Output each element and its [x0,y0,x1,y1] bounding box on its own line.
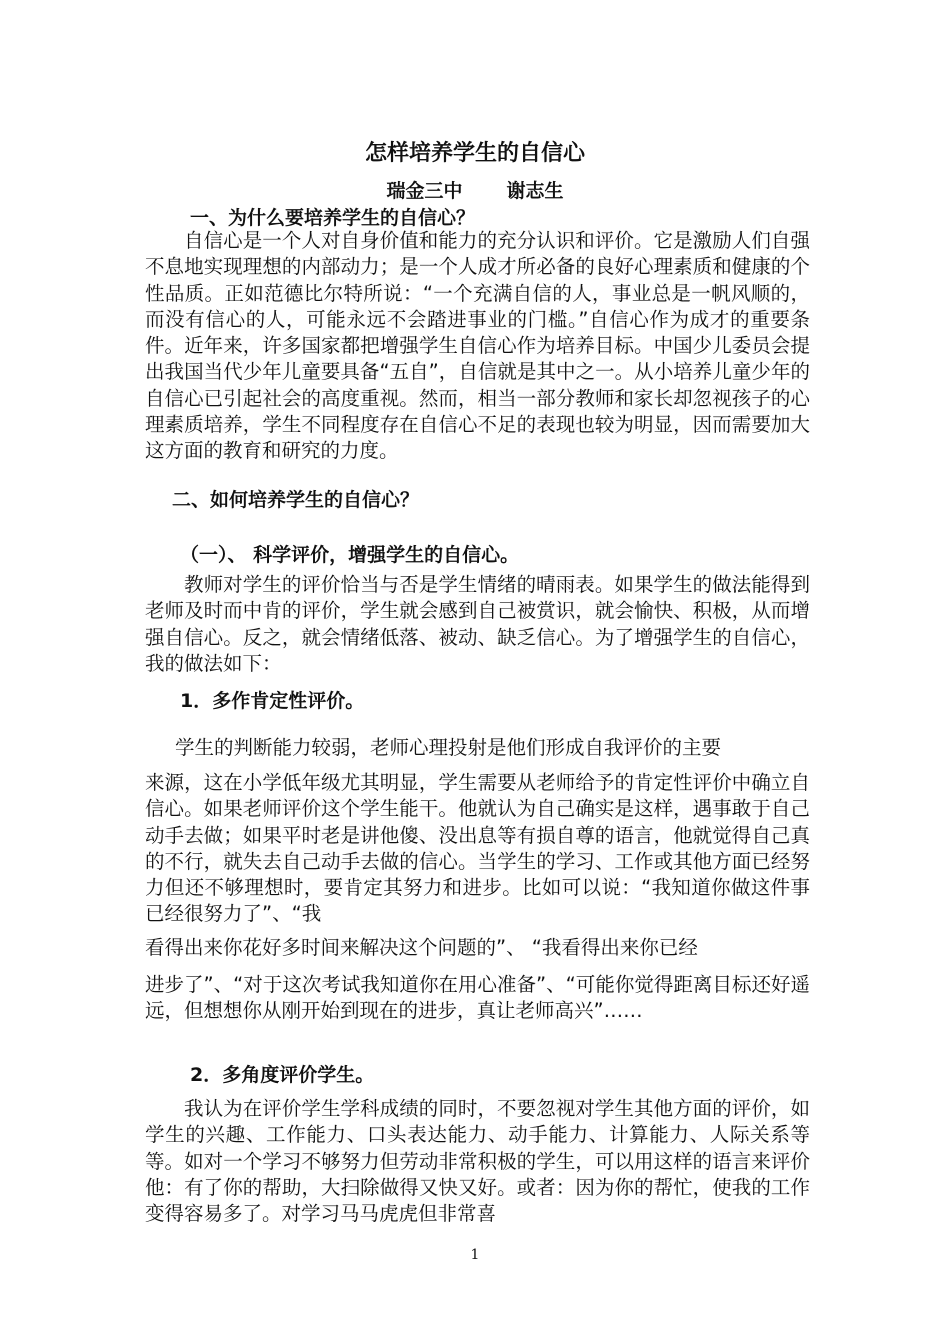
item2-paragraph: 我认为在评价学生学科成绩的同时，不要忽视对学生其他方面的评价，如学生的兴趣、工作能力、口头表达能力、动手能力、计算能力、人际关系等等。如对一个学习不够努力但劳动非常积极的学生，可以用这样的语言来评价他：有了你的帮助，大扫除做得又快又好。或者：因为你的帮忙，使我的工作变得容易多了。对学习马马虎虎但非常喜 [145,1097,810,1226]
section2-heading: 二、如何培养学生的自信心？ [172,489,420,511]
author-name: 谢志生 [506,180,564,202]
subsection1-heading: （一）、 科学评价，增强学生的自信心。 [180,544,520,566]
item1-first-line: 学生的判断能力较弱，老师心理投射是他们形成自我评价的主要 [175,736,722,759]
item1-quote-line: 看得出来你花好多时间来解决这个问题的”、 “我看得出来你已经 [145,936,698,959]
document-title: 怎样培养学生的自信心 [364,141,585,166]
subsection1-paragraph: 教师对学生的评价恰当与否是学生情绪的晴雨表。如果学生的做法能得到老师及时而中肯的评价，学生就会感到自己被赏识，就会愉快、积极，从而增强自信心。反之，就会情绪低落、被动、缺乏信心。为了增强学生的自信心，我的做法如下： [145,573,810,675]
byline [0,176,950,203]
item1-heading: 1．多作肯定性评价。 [180,690,365,712]
item1-tail: 进步了”、“对于这次考试我知道你在用心准备”、“可能你觉得距离目标还好遥远，但想想你从刚开始到现在的进步，真让老师高兴”…… [145,973,810,1023]
section1-paragraph: 自信心是一个人对自身价值和能力的充分认识和评价。它是激励人们自强不息地实现理想的内部动力；是一个人成才所必备的良好心理素质和健康的个性品质。正如范德比尔特所说：“一个充满自信的人，事业总是一帆风顺的，而没有信心的人，可能永远不会踏进事业的门槛。”自信心作为成才的重要条件。近年来，许多国家都把增强学生自信心作为培养目标。中国少儿委员会提出我国当代少年儿童要具备“五自”，自信就是其中之一。从小培养儿童少年的自信心已引起社会的高度重视。然而，相当一部分教师和家长却忽视孩子的心理素质培养，学生不同程度存在自信心不足的表现也较为明显，因而需要加大这方面的教育和研究的力度。 [145,229,810,463]
school-name: 瑞金三中 [386,180,463,202]
item2-heading: 2．多角度评价学生。 [190,1064,375,1086]
section1-heading: 一、为什么要培养学生的自信心？ [190,207,476,229]
item1-paragraph: 来源，这在小学低年级尤其明显，学生需要从老师给予的肯定性评价中确立自信心。如果老师评价这个学生能干。他就认为自己确实是这样，遇事敢于自己动手去做；如果平时老是讲他傻、没出息等有损自尊的语言，他就觉得自己真的不行，就失去自己动手去做的信心。当学生的学习、工作或其他方面已经努力但还不够理想时，要肯定其努力和进步。比如可以说：“我知道你做这件事已经很努力了”、“我 [145,771,810,926]
page-number: 1 [470,1247,480,1263]
